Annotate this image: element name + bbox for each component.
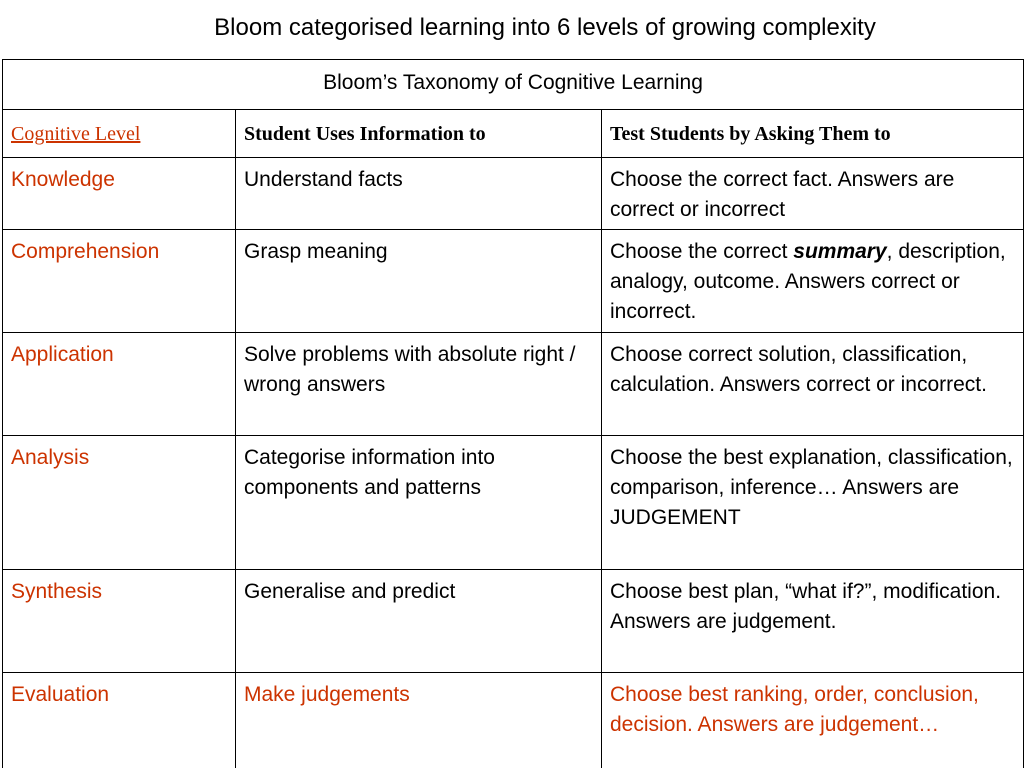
table-row: [3, 436, 1024, 570]
level-cell: Comprehension: [3, 230, 236, 333]
test-text-post: , description, analogy, outcome. Answers correct or incorrect.: [610, 240, 1006, 323]
test-text-emphasis: summary: [793, 240, 887, 263]
test-cell: Choose correct solution, classification, calculation. Answers correct or incorrect.: [602, 333, 1024, 436]
test-cell: Choose best plan, “what if?”, modification. Answers are judgement.: [602, 570, 1024, 673]
bloom-taxonomy-table: [2, 59, 1024, 768]
uses-cell: Generalise and predict: [236, 570, 602, 673]
column-header-student-uses: Student Uses Information to: [236, 110, 602, 158]
table-row: [3, 158, 1024, 230]
table-row: [3, 230, 1024, 333]
uses-cell: Categorise information into components and patterns: [236, 436, 602, 570]
table-caption: Bloom’s Taxonomy of Cognitive Learning: [3, 60, 1024, 110]
test-cell: Choose best ranking, order, conclusion, decision. Answers are judgement…: [602, 673, 1024, 768]
uses-cell: Solve problems with absolute right / wrong answers: [236, 333, 602, 436]
level-cell: Knowledge: [3, 158, 236, 230]
test-cell: Choose the best explanation, classification, comparison, inference… Answers are JUDGEMENT: [602, 436, 1024, 570]
test-text-pre: Choose the correct: [610, 240, 794, 263]
uses-cell: Understand facts: [236, 158, 602, 230]
test-cell: Choose the correct fact. Answers are correct or incorrect: [602, 158, 1024, 230]
slide-title: Bloom categorised learning into 6 levels of growing complexity: [214, 14, 876, 41]
level-cell: Analysis: [3, 436, 236, 570]
column-header-test-students: Test Students by Asking Them to: [602, 110, 1024, 158]
table-row: [3, 570, 1024, 673]
table-row: [3, 333, 1024, 436]
test-cell: [602, 230, 1024, 333]
table-header-row: [3, 110, 1024, 158]
level-cell: Evaluation: [3, 673, 236, 768]
uses-cell: Make judgements: [236, 673, 602, 768]
uses-cell: Grasp meaning: [236, 230, 602, 333]
level-cell: Application: [3, 333, 236, 436]
table-caption-row: [3, 60, 1024, 110]
column-header-cognitive-level: Cognitive Level: [3, 110, 236, 158]
table-row: [3, 673, 1024, 768]
level-cell: Synthesis: [3, 570, 236, 673]
